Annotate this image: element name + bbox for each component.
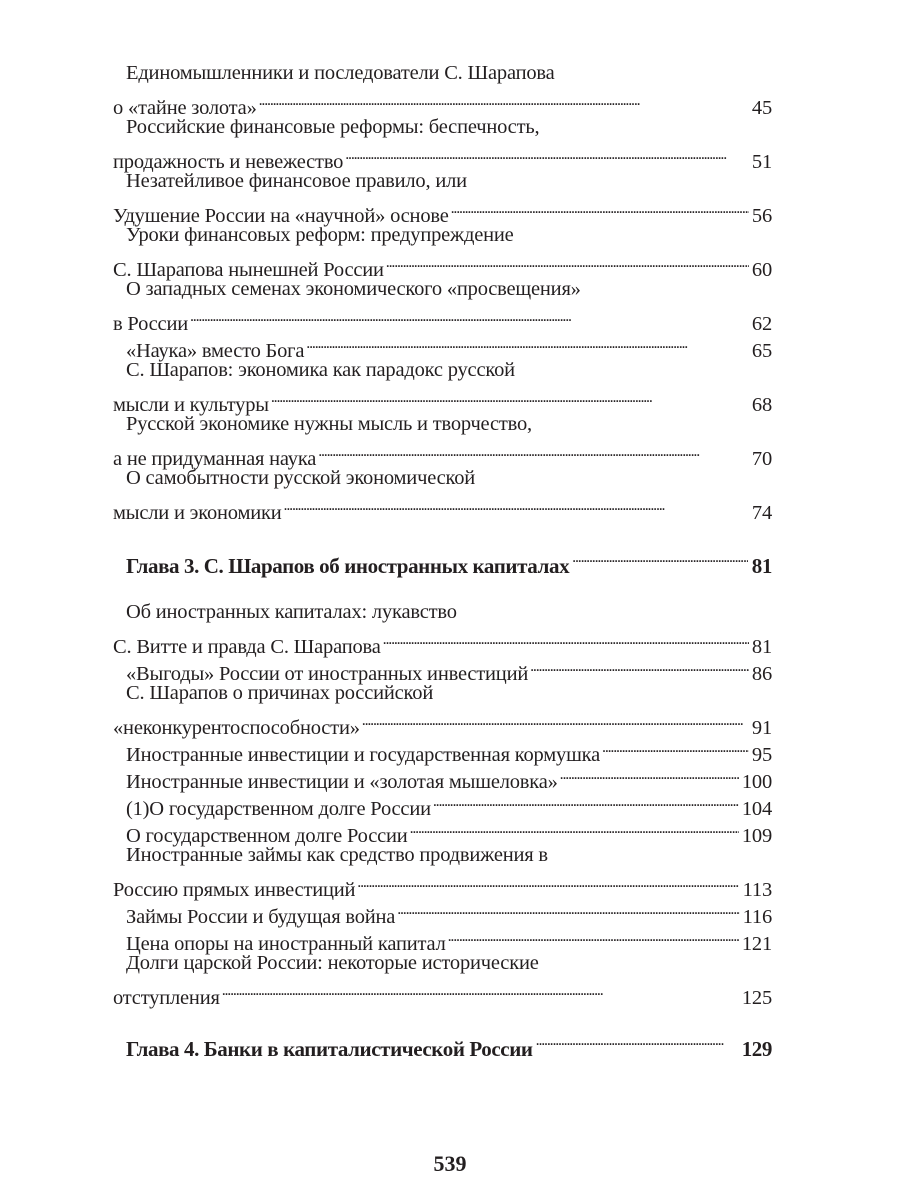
entry-page-number: 113 bbox=[742, 879, 772, 901]
toc-section-chapter-2-entries bbox=[113, 60, 772, 524]
entry-page-number: 100 bbox=[741, 771, 772, 793]
entry-title-text: Долги царской России: некоторые исторические bbox=[126, 952, 539, 974]
entry-title-text: «Выгоды» России от иностранных инвестиций bbox=[126, 663, 529, 685]
entry-title-text: Иностранные займы как средство продвижения в bbox=[126, 844, 548, 866]
dot-leader bbox=[572, 543, 748, 573]
entry-title-text: мысли и культуры bbox=[113, 394, 269, 416]
toc-entry-line bbox=[113, 276, 772, 303]
dot-leader bbox=[190, 303, 749, 330]
page-number-footer: 539 bbox=[433, 1151, 467, 1176]
toc-entry[interactable] bbox=[113, 357, 772, 416]
dot-leader bbox=[357, 869, 739, 896]
toc-section-chapter-3-entries bbox=[113, 599, 772, 1009]
toc-entry[interactable] bbox=[113, 950, 772, 1009]
dot-leader bbox=[602, 734, 749, 761]
entry-page-number: 109 bbox=[741, 825, 772, 847]
toc-entry-line bbox=[113, 950, 772, 977]
toc-entry-line bbox=[113, 249, 772, 281]
dot-leader bbox=[397, 896, 739, 923]
chapter-page-number: 81 bbox=[751, 554, 772, 578]
dot-leader bbox=[433, 788, 739, 815]
toc-entry[interactable] bbox=[113, 60, 772, 119]
toc-entry-line bbox=[113, 599, 772, 626]
toc-entry[interactable] bbox=[113, 842, 772, 901]
toc-entry-line bbox=[113, 411, 772, 438]
entry-page-number: 60 bbox=[751, 259, 772, 281]
toc-entry-line bbox=[113, 60, 772, 87]
chapter-title: Глава 4. Банки в капиталистической России bbox=[126, 1037, 533, 1061]
dot-leader bbox=[362, 707, 749, 734]
toc-entry[interactable] bbox=[113, 114, 772, 173]
entry-title-text: С. Витте и правда С. Шарапова bbox=[113, 636, 381, 658]
entry-page-number: 70 bbox=[751, 448, 772, 470]
toc-entry-line bbox=[113, 114, 772, 141]
dot-leader bbox=[383, 626, 749, 653]
entry-page-number: 91 bbox=[751, 717, 772, 739]
toc-entry-line bbox=[113, 492, 772, 524]
entry-title-text: Россию прямых инвестиций bbox=[113, 879, 356, 901]
toc-entry-line bbox=[113, 303, 772, 335]
toc-entry-line bbox=[113, 357, 772, 384]
entry-title-text: Российские финансовые реформы: беспечность, bbox=[126, 116, 540, 138]
entry-title-text: Об иностранных капиталах: лукавство bbox=[126, 601, 457, 623]
toc-entry-line bbox=[113, 438, 772, 470]
toc-entry-line bbox=[113, 384, 772, 416]
entry-title-text: «неконкурентоспособности» bbox=[113, 717, 360, 739]
dot-leader bbox=[560, 761, 739, 788]
entry-page-number: 86 bbox=[751, 663, 772, 685]
entry-page-number: 116 bbox=[742, 906, 772, 928]
toc-entry[interactable] bbox=[113, 168, 772, 227]
dot-leader bbox=[536, 1026, 738, 1056]
entry-page-number: 51 bbox=[751, 151, 772, 173]
toc-entry-line bbox=[113, 168, 772, 195]
entry-page-number: 65 bbox=[751, 340, 772, 362]
entry-title-text: а не придуманная наука bbox=[113, 448, 317, 470]
entry-title-text: Иностранные инвестиции и государственная кормушка bbox=[126, 744, 601, 766]
toc-entry-line bbox=[113, 141, 772, 173]
toc-entry-line bbox=[113, 222, 772, 249]
entry-title-text: Иностранные инвестиции и «золотая мышеловка» bbox=[126, 771, 558, 793]
dot-leader bbox=[271, 384, 749, 411]
chapter-page-number: 129 bbox=[741, 1037, 772, 1061]
entry-page-number: 62 bbox=[751, 313, 772, 335]
entry-title-text: Удушение России на «научной» основе bbox=[113, 205, 449, 227]
entry-page-number: 95 bbox=[751, 744, 772, 766]
entry-title-text: Русской экономике нужны мысль и творчество, bbox=[126, 413, 532, 435]
entry-title-text: Займы России и будущая война bbox=[126, 906, 396, 928]
dot-leader bbox=[451, 195, 749, 222]
entry-page-number: 74 bbox=[751, 502, 772, 524]
toc-entry-line bbox=[113, 707, 772, 739]
dot-leader bbox=[318, 438, 749, 465]
entry-title-text: отступления bbox=[113, 987, 220, 1009]
toc-entry[interactable] bbox=[113, 465, 772, 524]
entry-title-text: (1)О государственном долге России bbox=[126, 798, 431, 820]
entry-page-number: 45 bbox=[751, 97, 772, 119]
toc-entry[interactable] bbox=[113, 411, 772, 470]
dot-leader bbox=[386, 249, 749, 276]
dot-leader bbox=[345, 141, 749, 168]
dot-leader bbox=[222, 977, 739, 1004]
toc-entry-line bbox=[113, 626, 772, 658]
entry-page-number: 56 bbox=[751, 205, 772, 227]
dot-leader bbox=[410, 815, 739, 842]
dot-leader bbox=[284, 492, 749, 519]
entry-title-text: Уроки финансовых реформ: предупреждение bbox=[126, 224, 514, 246]
toc-entry[interactable] bbox=[113, 222, 772, 281]
toc-entry-line bbox=[113, 87, 772, 119]
entry-page-number: 104 bbox=[741, 798, 772, 820]
toc-entry-line bbox=[113, 330, 772, 362]
toc-entry[interactable] bbox=[113, 276, 772, 335]
entry-title-text: О западных семенах экономического «просвещения» bbox=[126, 278, 581, 300]
entry-title-text: Цена опоры на иностранный капитал bbox=[126, 933, 446, 955]
chapter-title: Глава 3. С. Шарапов об иностранных капиталах bbox=[126, 554, 570, 578]
toc-entry[interactable] bbox=[113, 599, 772, 658]
entry-title-text: С. Шарапов: экономика как парадокс русской bbox=[126, 359, 515, 381]
entry-title-text: С. Шарапова нынешней России bbox=[113, 259, 384, 281]
entry-title-text: продажность и невежество bbox=[113, 151, 344, 173]
toc-entry[interactable] bbox=[113, 330, 772, 362]
toc-chapter-3-heading[interactable] bbox=[113, 543, 772, 578]
dot-leader bbox=[530, 653, 749, 680]
dot-leader bbox=[259, 87, 749, 114]
entry-page-number: 125 bbox=[741, 987, 772, 1009]
toc-entry[interactable] bbox=[113, 680, 772, 739]
toc-entry-line bbox=[113, 465, 772, 492]
toc-entry-line bbox=[113, 842, 772, 869]
table-of-contents bbox=[113, 60, 772, 1061]
entry-title-text: С. Шарапов о причинах российской bbox=[126, 682, 434, 704]
entry-title-text: «Наука» вместо Бога bbox=[126, 340, 305, 362]
entry-title-text: о «тайне золота» bbox=[113, 97, 257, 119]
dot-leader bbox=[306, 330, 749, 357]
entry-title-text: мысли и экономики bbox=[113, 502, 282, 524]
toc-entry-line bbox=[113, 869, 772, 901]
entry-title-text: Незатейливое финансовое правило, или bbox=[126, 170, 467, 192]
toc-entry-line bbox=[113, 977, 772, 1009]
dot-leader bbox=[448, 923, 739, 950]
entry-title-text: О самобытности русской экономической bbox=[126, 467, 476, 489]
toc-entry-line bbox=[113, 195, 772, 227]
entry-title-text: О государственном долге России bbox=[126, 825, 408, 847]
toc-chapter-4-heading[interactable] bbox=[113, 1026, 772, 1061]
entry-title-text: в России bbox=[113, 313, 188, 335]
entry-page-number: 121 bbox=[741, 933, 772, 955]
entry-title-text: Единомышленники и последователи С. Шарапова bbox=[126, 62, 555, 84]
entry-page-number: 68 bbox=[751, 394, 772, 416]
entry-page-number: 81 bbox=[751, 636, 772, 658]
